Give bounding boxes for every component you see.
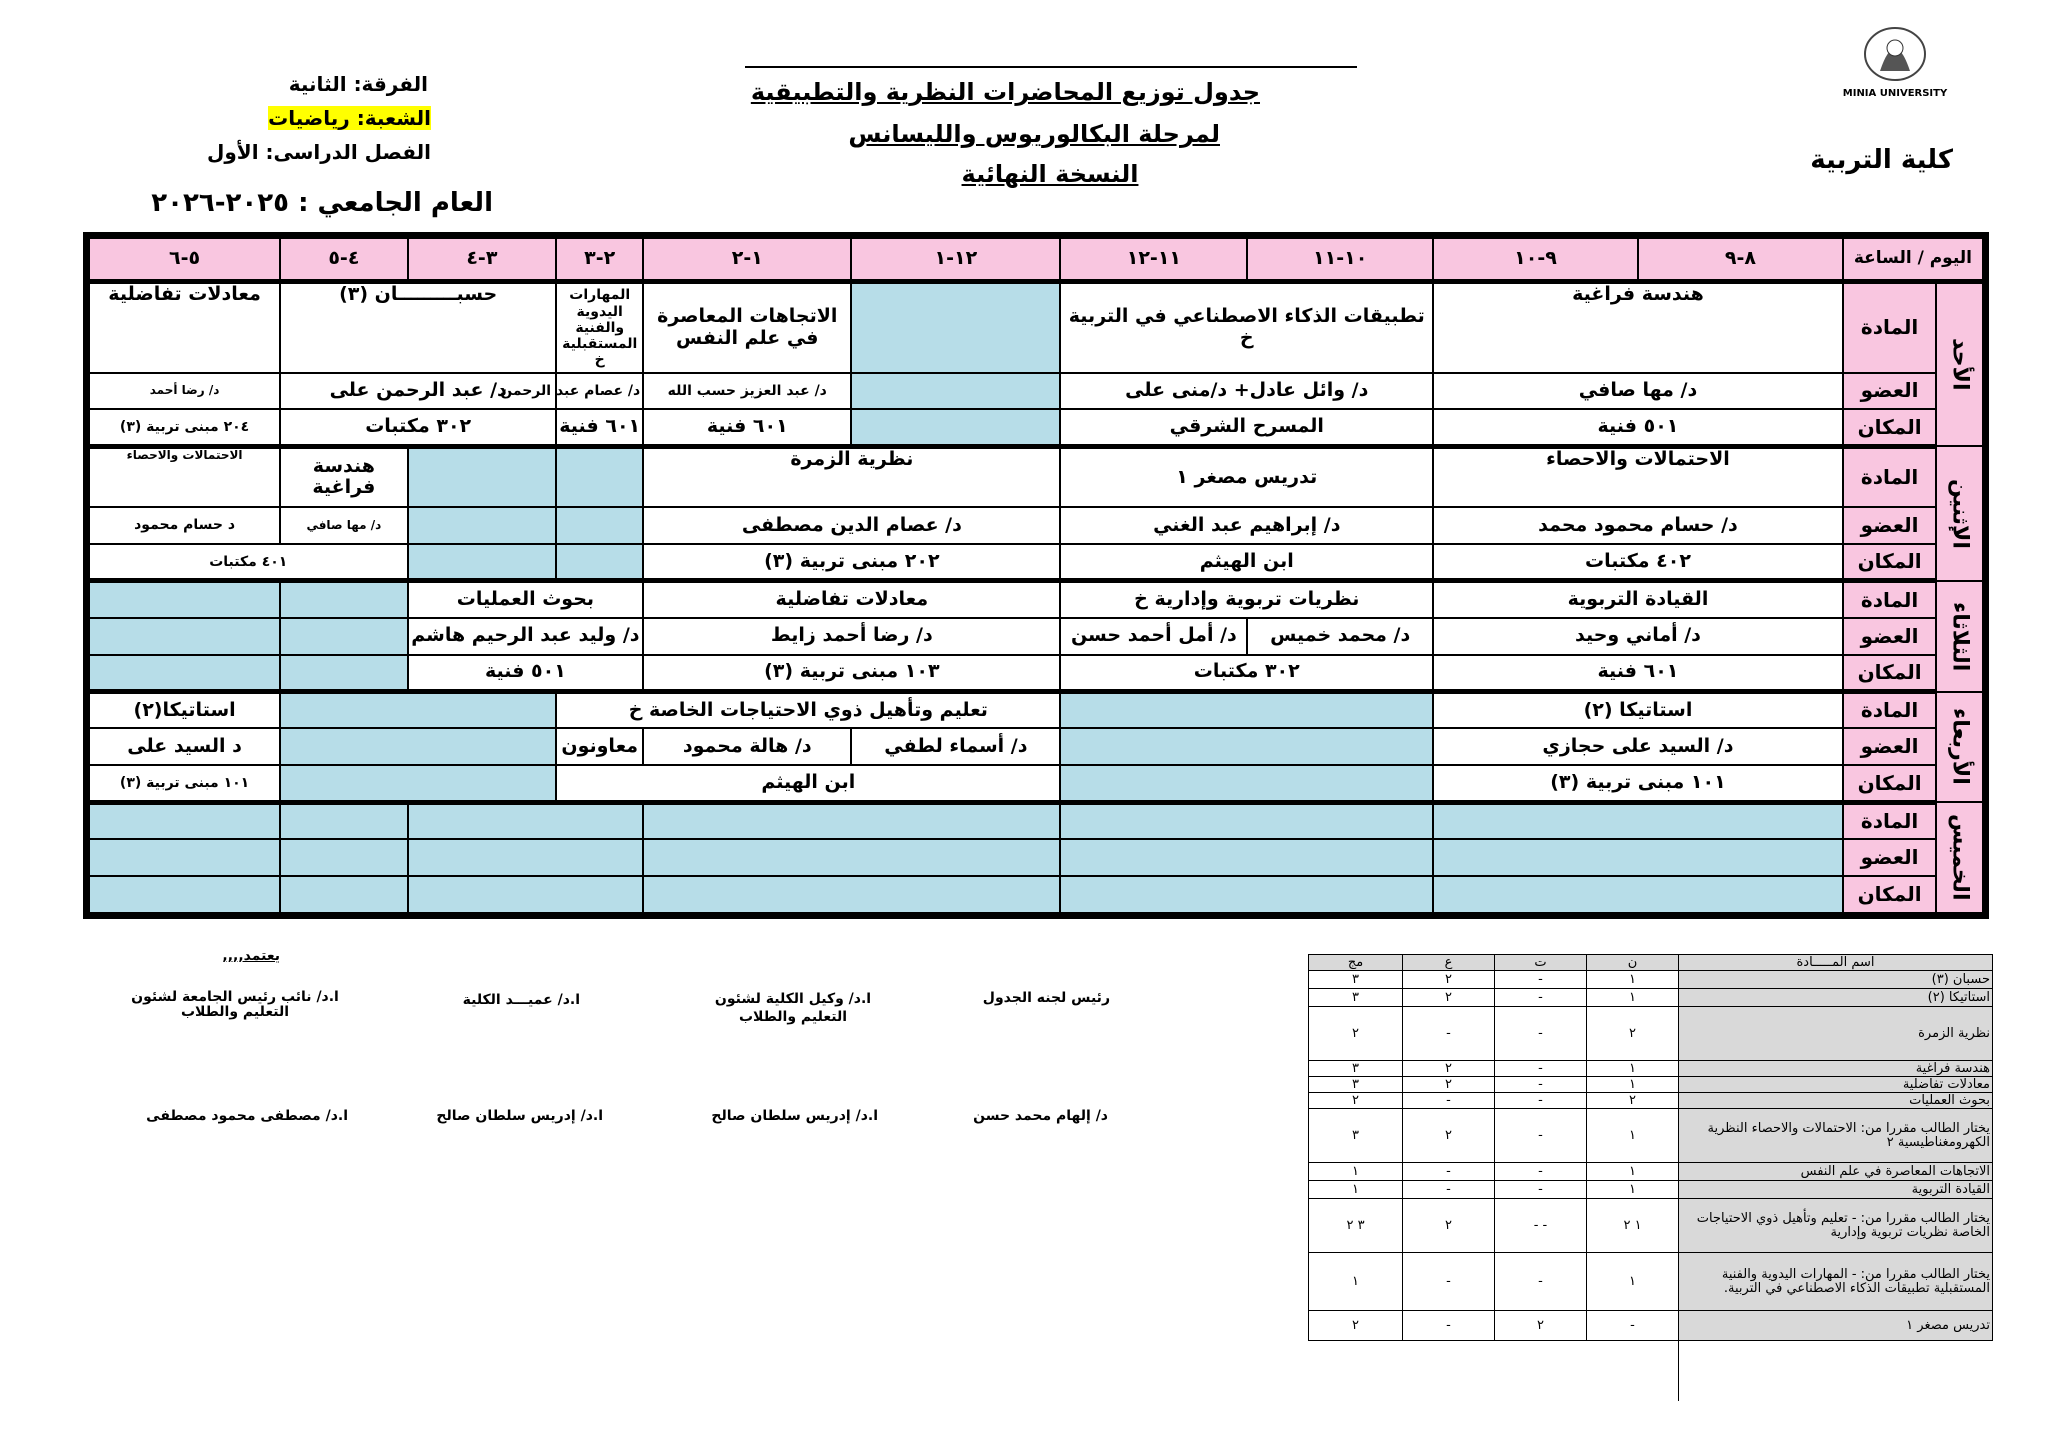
subject-cell: الاتجاهات المعاصرة في علم النفس: [643, 281, 851, 372]
credits-row: [1309, 1163, 1993, 1181]
credit-cell: ٢: [1403, 971, 1495, 989]
credit-cell: ١: [1587, 1253, 1679, 1311]
credits-row: [1309, 989, 1993, 1007]
empty-slot: [280, 655, 407, 692]
subject-cell: هندسة فراغية: [1433, 281, 1843, 372]
member-cell: د/ رضا أحمد زايط: [643, 618, 1060, 655]
place-cell: ٤٠٢ مكتبات: [1433, 544, 1843, 581]
course-name-cell: الاتجاهات المعاصرة في علم النفس: [1679, 1163, 1993, 1181]
committee-title: رئيس لجنه الجدول: [982, 990, 1110, 1006]
credit-cell: -: [1495, 1077, 1587, 1093]
member-cell: د/ هالة محمود: [643, 728, 851, 765]
member-cell: معاونون: [556, 728, 643, 765]
member-cell: د/ محمد خميس: [1247, 618, 1433, 655]
empty-slot: [89, 618, 280, 655]
subject-cell: نظرية الزمرة: [643, 446, 1060, 507]
course-name-cell: هندسة فراغية: [1679, 1061, 1993, 1077]
empty-slot: [280, 876, 407, 913]
place-cell: ابن الهيثم: [556, 765, 1060, 802]
row-label-subject: المادة: [1843, 281, 1936, 372]
empty-slot: [408, 839, 644, 876]
place-cell: ٤٠١ مكتبات: [89, 544, 408, 581]
empty-slot: [1060, 839, 1433, 876]
member-cell: د/ وليد عبد الرحيم هاشم: [408, 618, 644, 655]
credit-cell: -: [1495, 1093, 1587, 1109]
vice-dean-title: ا.د/ وكيل الكلية لشئون التعليم والطلاب: [714, 991, 872, 1026]
credit-cell: ١: [1309, 1163, 1403, 1181]
empty-slot: [89, 802, 280, 839]
empty-slot: [89, 655, 280, 692]
row-label-member: العضو: [1843, 728, 1936, 765]
credits-header-row: [1309, 955, 1993, 971]
academic-year-field: العام الجامعي : ٢٠٢٥-٢٠٢٦: [151, 188, 493, 218]
credits-row: [1309, 1199, 1993, 1253]
credit-cell: ٢: [1403, 1061, 1495, 1077]
place-cell: ٦٠١ فنية: [1433, 655, 1843, 692]
empty-slot: [280, 802, 407, 839]
credit-cell: ٣ ٢: [1309, 1199, 1403, 1253]
vp-name: ا.د/ مصطفى محمود مصطفى: [146, 1108, 348, 1124]
empty-slot: [1060, 802, 1433, 839]
time-slot: ٩-١٠: [1433, 238, 1638, 281]
empty-slot: [280, 765, 556, 802]
empty-slot: [556, 544, 643, 581]
subject-cell: استاتيكا (٢): [1433, 692, 1843, 729]
row-label-place: المكان: [1843, 765, 1936, 802]
subject-cell: استاتيكا(٢): [89, 692, 280, 729]
course-name-cell: يختار الطالب مقررا من: - تعليم وتأهيل ذوي الاحتياجات الخاصة نظريات تربوية وإدارية: [1679, 1199, 1993, 1253]
credit-cell: ٢: [1309, 1093, 1403, 1109]
empty-cell: [1679, 1341, 1993, 1401]
row-label-member: العضو: [1843, 507, 1936, 544]
empty-slot: [643, 839, 1060, 876]
member-cell: د/ رضا أحمد: [89, 373, 280, 410]
title-rule: [745, 66, 1357, 68]
credit-cell: -: [1495, 1163, 1587, 1181]
empty-cell: [1309, 1341, 1403, 1401]
row-label-subject: المادة: [1843, 446, 1936, 507]
credits-row: [1309, 1077, 1993, 1093]
subject-cell: الاحتمالات والاحصاء: [1433, 446, 1843, 507]
dean-title: ا.د/ عميـــد الكلية: [462, 992, 580, 1008]
row-label-member: العضو: [1843, 373, 1936, 410]
credit-cell: ٣: [1309, 1061, 1403, 1077]
credit-cell: ٢: [1495, 1311, 1587, 1341]
credit-cell: ١: [1587, 1077, 1679, 1093]
member-cell: د/ أمل أحمد حسن: [1060, 618, 1247, 655]
subject-cell: القيادة التربوية: [1433, 581, 1843, 618]
course-name-cell: بحوث العمليات: [1679, 1093, 1993, 1109]
empty-slot: [408, 802, 644, 839]
empty-cell: [1495, 1341, 1587, 1401]
member-cell: د/ السيد على حجازي: [1433, 728, 1843, 765]
place-cell: ٦٠١ فنية: [556, 409, 643, 446]
course-name-cell: حسبان (٣): [1679, 971, 1993, 989]
empty-slot: [408, 507, 557, 544]
member-cell: د/ إبراهيم عبد الغني: [1060, 507, 1433, 544]
vice-dean-name: ا.د/ إدريس سلطان صالح: [711, 1108, 878, 1124]
credit-cell: ١: [1587, 989, 1679, 1007]
empty-slot: [1433, 876, 1843, 913]
subject-cell: المهارات اليدوية والفنية المستقبلية خ: [556, 281, 643, 372]
place-cell: ٣٠٢ مكتبات: [1060, 655, 1433, 692]
credit-cell: -: [1403, 1181, 1495, 1199]
member-cell: د/ مها صافي: [280, 507, 407, 544]
time-slot: ٥-٦: [89, 238, 280, 281]
empty-slot: [280, 581, 407, 618]
day-monday: الإثنين: [1936, 446, 1983, 581]
place-cell: ١٠١ مبنى تربية (٣): [89, 765, 280, 802]
credits-row: [1309, 1109, 1993, 1163]
day-wednesday: الأربعاء: [1936, 692, 1983, 803]
place-cell: المسرح الشرقي: [1060, 409, 1433, 446]
subject-cell: نظريات تربوية وإدارية خ: [1060, 581, 1433, 618]
place-cell: ٦٠١ فنية: [643, 409, 851, 446]
credit-cell: -: [1495, 1061, 1587, 1077]
empty-slot: [1060, 876, 1433, 913]
subject-cell: حسبـــــــــان (٣): [280, 281, 556, 372]
empty-slot: [851, 373, 1060, 410]
empty-slot: [556, 446, 643, 507]
credits-table: [1308, 954, 1993, 1401]
credit-cell: ٢: [1587, 1093, 1679, 1109]
credits-header-cell: مج: [1309, 955, 1403, 971]
empty-slot: [89, 839, 280, 876]
empty-slot: [280, 618, 407, 655]
place-cell: ٣٠٢ مكتبات: [280, 409, 556, 446]
credit-cell: -: [1587, 1311, 1679, 1341]
credits-row: [1309, 971, 1993, 989]
empty-cell: [1587, 1341, 1679, 1401]
row-label-place: المكان: [1843, 655, 1936, 692]
row-label-subject: المادة: [1843, 692, 1936, 729]
empty-slot: [1433, 839, 1843, 876]
credit-cell: -: [1403, 1007, 1495, 1061]
credit-cell: ٢: [1403, 989, 1495, 1007]
credit-cell: ١: [1587, 1061, 1679, 1077]
day-sunday: الأحد: [1936, 281, 1983, 446]
credits-header-cell: اسم المـــــادة: [1679, 955, 1993, 971]
time-slot: ٤-٥: [280, 238, 407, 281]
credits-empty-row: [1309, 1341, 1993, 1401]
subject-cell: تدريس مصغر ١: [1060, 446, 1433, 507]
time-header-row: [89, 238, 1983, 281]
credits-header-cell: ع: [1403, 955, 1495, 971]
credit-cell: -: [1495, 1253, 1587, 1311]
row-label-place: المكان: [1843, 876, 1936, 913]
credits-row: [1309, 1007, 1993, 1061]
empty-cell: [1403, 1341, 1495, 1401]
place-cell: ١٠٣ مبنى تربية (٣): [643, 655, 1060, 692]
credits-row: [1309, 1093, 1993, 1109]
credit-cell: ١: [1587, 1181, 1679, 1199]
row-label-subject: المادة: [1843, 581, 1936, 618]
credit-cell: -: [1403, 1311, 1495, 1341]
subject-cell: تطبيقات الذكاء الاصطناعي في التربية خ: [1060, 281, 1433, 372]
credit-cell: ٣: [1309, 1077, 1403, 1093]
credit-cell: ١: [1587, 1109, 1679, 1163]
empty-slot: [280, 839, 407, 876]
credit-cell: -: [1495, 989, 1587, 1007]
empty-slot: [280, 728, 556, 765]
credits-header-cell: ن: [1587, 955, 1679, 971]
credit-cell: ٢: [1403, 1199, 1495, 1253]
row-label-subject: المادة: [1843, 802, 1936, 839]
credit-cell: -: [1495, 1109, 1587, 1163]
credits-row: [1309, 1253, 1993, 1311]
credit-cell: ١: [1309, 1181, 1403, 1199]
credit-cell: ٣: [1309, 1109, 1403, 1163]
vp-title: ا.د/ نائب رئيس الجامعة لشئون التعليم والطلاب: [131, 989, 339, 1021]
member-cell: د/ حسام محمود محمد: [1433, 507, 1843, 544]
course-name-cell: تدريس مصغر ١: [1679, 1311, 1993, 1341]
member-cell: د/ مها صافي: [1433, 373, 1843, 410]
subject-cell: الاحتمالات والاحصاء: [89, 446, 280, 507]
empty-slot: [280, 692, 556, 729]
credit-cell: ٢: [1403, 1109, 1495, 1163]
row-label-member: العضو: [1843, 839, 1936, 876]
semester-field: الفصل الدراسى: الأول: [207, 140, 431, 164]
row-label-member: العضو: [1843, 618, 1936, 655]
credit-cell: ١: [1587, 1163, 1679, 1181]
time-slot: ٢-٣: [556, 238, 643, 281]
time-slot: ١١-١٢: [1060, 238, 1247, 281]
subject-cell: بحوث العمليات: [408, 581, 644, 618]
credit-cell: ١: [1587, 971, 1679, 989]
title-line-1: جدول توزيع المحاضرات النظرية والتطبيقية: [750, 78, 1260, 106]
member-cell: د/ عصام الدين مصطفى: [643, 507, 1060, 544]
subject-cell: هندسة فراغية: [280, 446, 407, 507]
empty-slot: [1433, 802, 1843, 839]
empty-slot: [1060, 765, 1433, 802]
credits-row: [1309, 1311, 1993, 1341]
credits-header-cell: ت: [1495, 955, 1587, 971]
credit-cell: - -: [1495, 1199, 1587, 1253]
approve-label: يعتمد,,,,: [222, 948, 280, 964]
course-name-cell: معادلات تفاضلية: [1679, 1077, 1993, 1093]
credit-cell: ٣: [1309, 971, 1403, 989]
logo-text: MINIA UNIVERSITY: [1842, 88, 1948, 99]
empty-slot: [408, 876, 644, 913]
member-cell: د السيد على: [89, 728, 280, 765]
credit-cell: -: [1495, 971, 1587, 989]
division-field: الشعبة: رياضيات: [268, 106, 431, 130]
empty-slot: [89, 876, 280, 913]
course-name-cell: استاتيكا (٢): [1679, 989, 1993, 1007]
title-line-2: لمرحلة البكالوريوس والليسانس: [848, 120, 1220, 148]
empty-slot: [643, 876, 1060, 913]
college-name: كلية التربية: [1810, 145, 1953, 175]
credit-cell: ٢: [1309, 1311, 1403, 1341]
credit-cell: ٢: [1309, 1007, 1403, 1061]
time-slot: ١٠-١١: [1247, 238, 1433, 281]
member-cell: د/ أسماء لطفي: [851, 728, 1060, 765]
row-label-place: المكان: [1843, 544, 1936, 581]
credit-cell: ٢: [1403, 1077, 1495, 1093]
subject-cell: معادلات تفاضلية: [643, 581, 1060, 618]
empty-slot: [1060, 692, 1433, 729]
member-cell: د/ عصام عبد الرحمن: [556, 373, 643, 410]
member-cell: د حسام محمود: [89, 507, 280, 544]
time-slot: ١٢-١: [851, 238, 1060, 281]
empty-slot: [556, 507, 643, 544]
course-name-cell: يختار الطالب مقررا من: - المهارات اليدوية والفنية المستقبلية تطبيقات الذكاء الاصطناعي في التربية.: [1679, 1253, 1993, 1311]
subject-cell: تعليم وتأهيل ذوي الاحتياجات الخاصة خ: [556, 692, 1060, 729]
credit-cell: ١ ٢: [1587, 1199, 1679, 1253]
time-slot: ٨-٩: [1638, 238, 1843, 281]
day-thursday: الخميس: [1936, 802, 1983, 913]
course-name-cell: نظرية الزمرة: [1679, 1007, 1993, 1061]
empty-slot: [1060, 728, 1433, 765]
corner-cell: اليوم / الساعة: [1843, 238, 1983, 281]
credits-row: [1309, 1181, 1993, 1199]
credits-row: [1309, 1061, 1993, 1077]
empty-slot: [408, 544, 557, 581]
credit-cell: -: [1403, 1093, 1495, 1109]
credit-cell: -: [1403, 1163, 1495, 1181]
empty-slot: [851, 281, 1060, 372]
credit-cell: -: [1403, 1253, 1495, 1311]
member-cell: د/ عبد الرحمن على: [280, 373, 556, 410]
place-cell: ٢٠٤ مبنى تربية (٣): [89, 409, 280, 446]
course-name-cell: يختار الطالب مقررا من: الاحتمالات والاحصاء النظرية الكهرومغناطيسية ٢: [1679, 1109, 1993, 1163]
place-cell: ٢٠٢ مبنى تربية (٣): [643, 544, 1060, 581]
member-cell: د/ وائل عادل+ د/منى على: [1060, 373, 1433, 410]
title-line-3: النسخة النهائية: [961, 160, 1139, 188]
place-cell: ٥٠١ فنية: [408, 655, 644, 692]
row-label-place: المكان: [1843, 409, 1936, 446]
subject-cell: معادلات تفاضلية: [89, 281, 280, 372]
member-cell: د/ عبد العزيز حسب الله: [643, 373, 851, 410]
empty-slot: [851, 409, 1060, 446]
course-name-cell: القيادة التربوية: [1679, 1181, 1993, 1199]
day-tuesday: الثلاثاء: [1936, 581, 1983, 692]
time-slot: ٣-٤: [408, 238, 557, 281]
dean-name: ا.د/ إدريس سلطان صالح: [436, 1108, 603, 1124]
credit-cell: ٢: [1587, 1007, 1679, 1061]
university-logo: [1840, 16, 1950, 106]
year-field: الفرقة: الثانية: [288, 72, 428, 96]
credit-cell: -: [1495, 1181, 1587, 1199]
place-cell: ٥٠١ فنية: [1433, 409, 1843, 446]
place-cell: ابن الهيثم: [1060, 544, 1433, 581]
empty-slot: [89, 581, 280, 618]
member-cell: د/ أماني وحيد: [1433, 618, 1843, 655]
empty-slot: [408, 446, 557, 507]
credit-cell: ١: [1309, 1253, 1403, 1311]
credit-cell: ٣: [1309, 989, 1403, 1007]
time-slot: ١-٢: [643, 238, 851, 281]
committee-name: د/ إلهام محمد حسن: [973, 1108, 1108, 1124]
empty-slot: [643, 802, 1060, 839]
credit-cell: -: [1495, 1007, 1587, 1061]
schedule-table: [83, 232, 1989, 919]
place-cell: ١٠١ مبنى تربية (٣): [1433, 765, 1843, 802]
